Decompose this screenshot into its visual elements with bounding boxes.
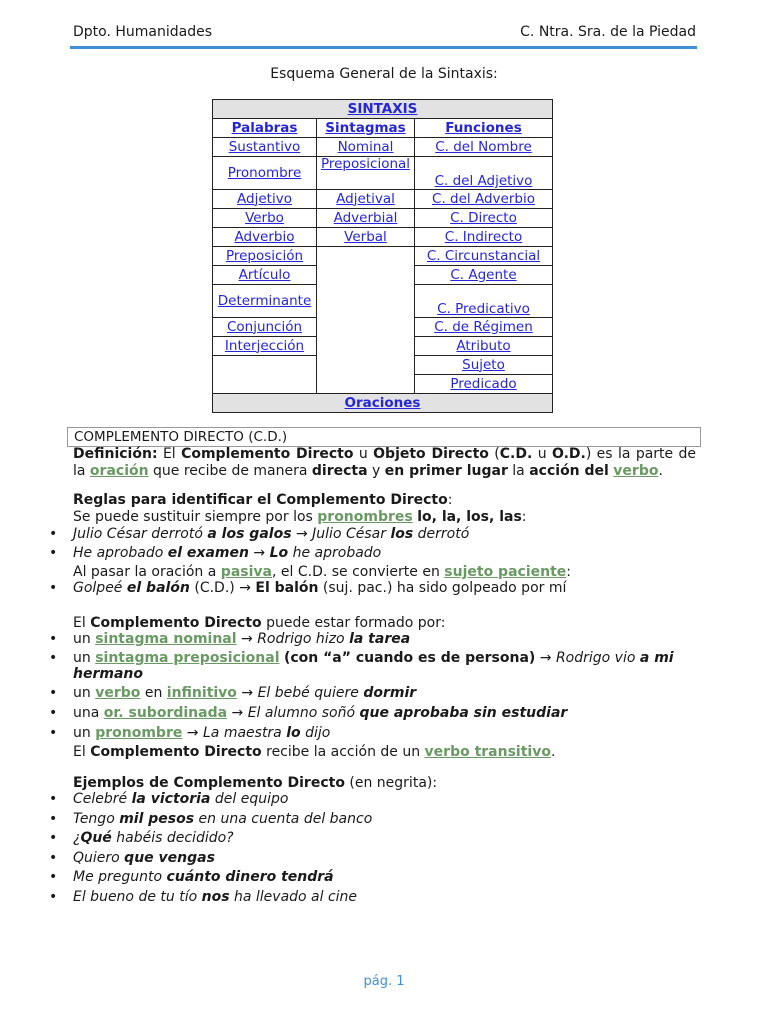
bold-text: Ejemplos de Complemento Directo — [73, 775, 345, 791]
text: → — [231, 705, 244, 721]
pronombre-link[interactable]: pronombre — [95, 725, 183, 741]
table-head-link[interactable]: SINTAXIS — [347, 100, 418, 117]
text: : — [521, 509, 527, 525]
list-item — [73, 725, 330, 741]
sintagma-link[interactable]: Verbal — [344, 228, 387, 245]
text: (en negrita): — [349, 775, 438, 791]
text: El — [73, 615, 86, 631]
funcion-link[interactable]: C. de Régimen — [434, 318, 533, 335]
bold-text: a mi — [639, 650, 674, 666]
text: . — [658, 463, 663, 479]
sintagma-link[interactable]: Adverbial — [333, 209, 398, 226]
verbo-link[interactable]: verbo — [95, 685, 141, 701]
text: que recibe de manera — [153, 463, 308, 479]
col-funciones[interactable]: Funciones — [445, 119, 522, 136]
sintagma-link[interactable]: Preposicional — [320, 156, 411, 172]
text: del equipo — [214, 791, 289, 807]
text: Me pregunto — [73, 869, 163, 885]
bold-text: la tarea — [349, 631, 411, 647]
pasiva-link[interactable]: pasiva — [220, 564, 272, 580]
sintagma-link[interactable]: Adjetival — [336, 190, 395, 207]
text: ha llevado al cine — [233, 889, 358, 905]
text: Tengo — [73, 811, 115, 827]
bold-text: El balón — [255, 580, 319, 596]
text: puede estar formado por: — [266, 615, 446, 631]
bold-text: O.D. — [551, 446, 586, 462]
text: Se puede sustituir siempre por los — [73, 509, 313, 525]
list-item — [73, 685, 416, 701]
bold-text: cuánto dinero tendrá — [166, 869, 334, 885]
funcion-link[interactable]: C. Indirecto — [444, 228, 523, 245]
rule-substitution — [73, 509, 527, 525]
funcion-link[interactable]: Sujeto — [462, 356, 505, 373]
funcion-link[interactable]: C. Circunstancial — [426, 247, 541, 264]
subordinada-link[interactable]: or. subordinada — [103, 705, 228, 721]
palabra-link[interactable]: Artículo — [238, 266, 291, 283]
text: → — [241, 631, 253, 647]
bold-text: Complemento Directo — [90, 615, 262, 631]
list-item — [73, 631, 410, 647]
bold-text: lo — [286, 725, 301, 741]
list-item — [73, 830, 234, 846]
pronombres-link[interactable]: pronombres — [317, 509, 413, 525]
text: → — [253, 545, 266, 561]
list-item — [73, 580, 566, 596]
bold-text: Qué — [80, 830, 112, 846]
funcion-link[interactable]: Predicado — [450, 375, 517, 392]
text: derrotó — [417, 526, 470, 542]
palabra-link[interactable]: Verbo — [245, 209, 284, 226]
text: un — [73, 631, 91, 647]
bold-text: nos — [201, 889, 230, 905]
bold-text: la victoria — [131, 791, 211, 807]
text: → — [241, 685, 254, 701]
bold-text: acción del — [529, 463, 609, 479]
palabra-link[interactable]: Pronombre — [227, 164, 302, 181]
table-foot-link[interactable]: Oraciones — [344, 394, 421, 411]
bold-text: a los galos — [207, 526, 292, 542]
text: El bebé quiere — [257, 685, 359, 701]
definition-paragraph — [73, 446, 696, 480]
funcion-link[interactable]: C. Directo — [450, 209, 517, 226]
bold-text: Reglas para identificar el Complemento Directo — [73, 492, 448, 508]
funcion-link[interactable]: C. Agente — [450, 266, 517, 283]
palabra-link[interactable]: Sustantivo — [228, 138, 301, 155]
bold-text: Lo — [269, 545, 289, 561]
text: : — [447, 492, 453, 508]
col-palabras[interactable]: Palabras — [231, 119, 298, 136]
text: ( — [494, 446, 500, 462]
rule-passive — [73, 564, 571, 580]
text: Celebré — [73, 791, 128, 807]
header-department: Dpto. Humanidades — [73, 24, 213, 40]
verbo-link[interactable]: verbo — [613, 463, 659, 479]
header-divider — [70, 46, 697, 49]
palabra-link[interactable]: Preposición — [225, 247, 304, 264]
palabra-link[interactable]: Adjetivo — [237, 190, 292, 207]
bold-text: dormir — [363, 685, 417, 701]
header-school: C. Ntra. Sra. de la Piedad — [520, 24, 696, 40]
text: dijo — [305, 725, 331, 741]
text: El — [162, 446, 176, 462]
section-title-box — [67, 427, 701, 447]
text: habéis decidido? — [116, 830, 234, 846]
bold-text: mil pesos — [119, 811, 195, 827]
text: un — [73, 650, 91, 666]
palabra-link[interactable]: Adverbio — [234, 228, 295, 245]
sujeto-paciente-link[interactable]: sujeto paciente — [444, 564, 567, 580]
palabra-link[interactable]: Determinante — [217, 292, 312, 309]
bold-text: Complemento Directo — [90, 744, 262, 760]
transitive-note — [73, 744, 555, 760]
list-item — [73, 850, 215, 866]
text: (suj. pac.) ha sido golpeado por mí — [322, 580, 567, 596]
palabra-link[interactable]: Conjunción — [226, 318, 303, 335]
text: u — [537, 446, 547, 462]
text: → — [186, 725, 199, 741]
verbo-transitivo-link[interactable]: verbo transitivo — [424, 744, 551, 760]
text: ¿ — [73, 830, 81, 846]
text: un — [73, 725, 91, 741]
funcion-link[interactable]: C. Predicativo — [437, 301, 530, 317]
bold-text: C.D. — [499, 446, 533, 462]
bold-text: lo, la, los, las — [417, 509, 522, 525]
text: El — [73, 744, 86, 760]
bold-text: (con “a” cuando es de persona) — [283, 650, 536, 666]
bold-text: el examen — [167, 545, 249, 561]
text: . — [550, 744, 556, 760]
sintagma-link[interactable]: Nominal — [337, 138, 394, 155]
section-title: COMPLEMENTO DIRECTO (C.D.) — [74, 429, 288, 445]
text: Rodrigo hizo — [257, 631, 345, 647]
palabras-empty-cell — [213, 356, 317, 394]
sintagma-preposicional-link[interactable]: sintagma preposicional — [95, 650, 280, 666]
funcion-link[interactable]: C. del Adverbio — [432, 190, 535, 207]
sintagma-nominal-link[interactable]: sintagma nominal — [95, 631, 237, 647]
examples-title — [73, 775, 437, 791]
bold-text: directa — [311, 463, 368, 479]
text: : — [566, 564, 571, 580]
text: u — [358, 446, 368, 462]
list-item — [73, 526, 469, 542]
bold-text: que aprobaba sin estudiar — [359, 705, 568, 721]
definition-label: Definición: — [73, 446, 158, 462]
list-item — [73, 869, 334, 885]
list-item-continuation — [73, 666, 143, 682]
text: un — [73, 685, 91, 701]
text: ) es la parte de la — [73, 446, 697, 479]
oracion-link[interactable]: oración — [89, 463, 149, 479]
bold-text: los — [390, 526, 414, 542]
list-item — [73, 650, 674, 666]
funcion-link[interactable]: C. del Nombre — [435, 138, 532, 155]
page-title: Esquema General de la Sintaxis: — [270, 66, 498, 82]
col-sintagmas[interactable]: Sintagmas — [325, 119, 406, 136]
bold-text: hermano — [73, 666, 143, 682]
funcion-link[interactable]: C. del Adjetivo — [434, 173, 533, 189]
text: → — [539, 650, 552, 666]
text: (C.D.) → — [194, 580, 251, 596]
text: He aprobado — [73, 545, 164, 561]
palabra-link[interactable]: Interjección — [224, 337, 305, 354]
text: Golpeé — [73, 580, 123, 596]
text: , el C.D. se convierte en — [271, 564, 440, 580]
text: Quiero — [73, 850, 120, 866]
text: he aprobado — [292, 545, 382, 561]
text: una — [73, 705, 100, 721]
rules-title — [73, 492, 452, 508]
text: Al pasar la oración a — [73, 564, 217, 580]
formed-intro — [73, 615, 445, 631]
page-number: pág. 1 — [363, 974, 405, 989]
list-item — [73, 889, 357, 905]
bold-text: que vengas — [124, 850, 215, 866]
text: Julio César derrotó — [73, 526, 203, 542]
infinitivo-link[interactable]: infinitivo — [166, 685, 237, 701]
text: → Julio César — [295, 526, 386, 542]
list-item — [73, 811, 372, 827]
bold-text: en primer lugar — [384, 463, 508, 479]
funcion-link[interactable]: Atributo — [456, 337, 511, 354]
text: El alumno soñó — [247, 705, 356, 721]
text: Rodrigo vio — [555, 650, 636, 666]
text: El bueno de tu tío — [73, 889, 198, 905]
syntax-table — [212, 99, 553, 413]
list-item — [73, 705, 567, 721]
text: la — [512, 463, 525, 479]
text: y — [372, 463, 381, 479]
bold-text: el balón — [126, 580, 190, 596]
text: La maestra — [202, 725, 282, 741]
list-item — [73, 545, 381, 561]
bold-text: Objeto Directo — [373, 446, 489, 462]
text: en — [144, 685, 163, 701]
text: recibe la acción de un — [266, 744, 421, 760]
list-item — [73, 791, 288, 807]
sintagmas-empty-cell — [317, 247, 415, 394]
text: en una cuenta del banco — [198, 811, 373, 827]
bold-text: Complemento Directo — [181, 446, 354, 462]
